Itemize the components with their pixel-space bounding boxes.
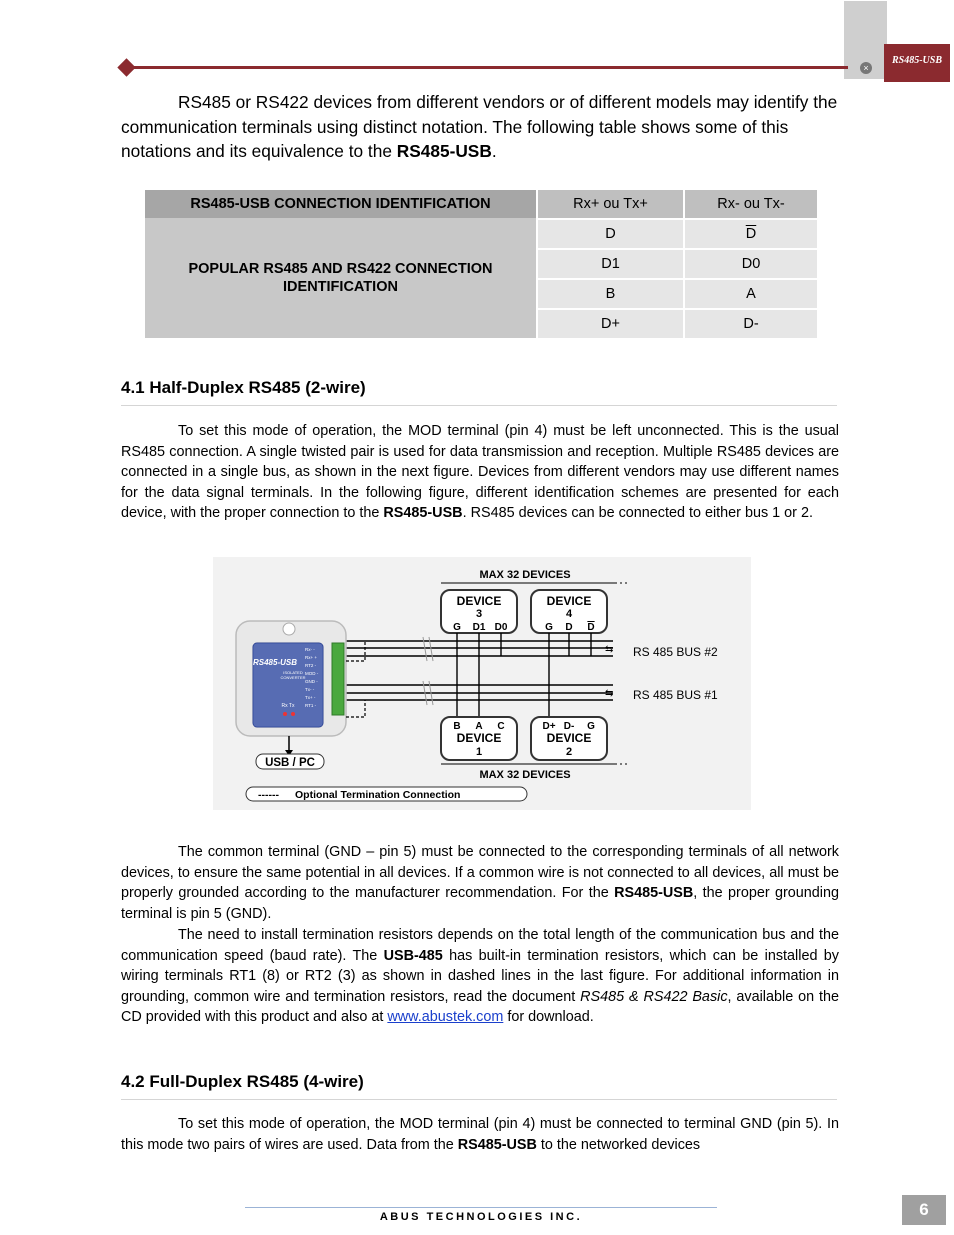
section-heading-full-duplex: 4.2 Full-Duplex RS485 (4-wire) [121, 1072, 837, 1100]
table-header-cell: Rx- ou Tx- [685, 190, 817, 218]
bus-wires [346, 633, 613, 717]
bus-2-label: RS 485 BUS #2 [633, 645, 718, 659]
header-diamond [117, 58, 135, 76]
terminal-label: Rx- - [305, 647, 315, 652]
arrow-icon: ⇆ [605, 644, 614, 655]
terminal-label: RT2 - [305, 663, 317, 668]
terminal-label: MOD - [305, 671, 319, 676]
led-icon [283, 712, 287, 716]
device-1-pin: A [475, 721, 483, 732]
device-1-number: 1 [475, 746, 483, 758]
device-4-pin: G [545, 622, 553, 633]
device-3 [441, 590, 517, 633]
terminal-label: RT1 - [305, 703, 317, 708]
terminal-label: Rx+ + [305, 655, 318, 660]
legend-text: Optional Termination Connection [295, 789, 461, 801]
device-2-pin: D+ [542, 721, 556, 732]
usb-pc-label: USB / PC [265, 757, 315, 769]
converter-brand: RS485-USB [252, 658, 298, 667]
device-2-number: 2 [565, 746, 573, 758]
device-2-pin: G [587, 721, 595, 732]
device-4 [531, 590, 607, 633]
device-3-word: DEVICE [456, 594, 502, 608]
device-2-pin: D- [563, 721, 575, 732]
led-icon [291, 712, 295, 716]
device-2-word: DEVICE [546, 731, 592, 745]
table-header-cell: Rx+ ou Tx+ [538, 190, 685, 218]
terminal-label: GND - [305, 679, 318, 684]
converter-sub1: ISOLATED [283, 670, 303, 675]
table-cell: B [538, 278, 685, 308]
full-duplex-paragraph: To set this mode of operation, the MOD terminal (pin 4) must be connected to terminal GND (pin 5). In this mode two pairs of wires are used. Data from the RS485-USB to the networked devices [121, 1116, 839, 1153]
footer-rule [245, 1207, 717, 1208]
device-3-pin: G [453, 622, 461, 633]
wiring-diagram [213, 557, 751, 810]
ground-paragraph: The common terminal (GND – pin 5) must be connected to the corresponding terminals of all network devices, to ensure the same potential in all devices. If a common wire is not connected to all devices, all must be properly grounded according to the manufacturer recommendation. For the RS485-USB, the proper grounding terminal is pin 5 (GND). [121, 844, 839, 922]
wire-break-marks [423, 637, 433, 705]
table-cell: $\overline{D}$ [685, 218, 817, 248]
table-header-row [145, 190, 817, 218]
device-3-pin: D0 [494, 622, 508, 633]
converter-led-labels: Rx Tx [281, 703, 295, 709]
termination-paragraph: The need to install termination resistors depends on the total length of the communication bus and the communication speed (baud rate). The USB-485 has built-in termination resistors, which can be installed by wiring terminals RT1 (8) or RT2 (3) as shown in dashed lines in the last figure. For additional information in grounding, common wire and termination resistors, read the document RS485 & RS422 Basic, available on the CD provided with this product and also at www.abustek.com for download. [121, 927, 839, 1026]
table-cell: D1 [538, 248, 685, 278]
table-cell: D+ [538, 308, 685, 338]
terminal-label: Tx- - [305, 687, 315, 692]
device-1-word: DEVICE [456, 731, 502, 745]
terminal-label: Tx+ - [305, 695, 316, 700]
legend-dash: ------ [258, 789, 279, 801]
max-devices-bottom-label: MAX 32 DEVICES [479, 769, 571, 781]
device-4-number: 4 [565, 608, 573, 620]
bus-arrows [605, 644, 613, 699]
half-duplex-paragraph: To set this mode of operation, the MOD terminal (pin 4) must be left unconnected. This is the usual RS485 connection. A single twisted pair is used for data transmission and reception. Multiple RS485 devices are connected in a single bus, as shown in the next figure. Devices from different vendors may use different names for the data signal terminals. In the following figure, different identification schemes are presented for each device, with the proper connection to the RS485-USB. RS485 devices can be connected to either bus 1 or 2. [121, 423, 839, 522]
device-1-pin: B [453, 721, 461, 732]
max-devices-top-label: MAX 32 DEVICES [479, 569, 571, 581]
connection-table [145, 190, 817, 338]
header-rule [128, 66, 848, 69]
section-heading-half-duplex: 4.1 Half-Duplex RS485 (2-wire) [121, 378, 837, 406]
close-circle-icon: × [860, 62, 872, 74]
converter-sub2: CONVERTER [280, 675, 306, 680]
page-number: 6 [902, 1195, 946, 1225]
table-cell: D0 [685, 248, 817, 278]
table-header-cell: RS485-USB CONNECTION IDENTIFICATION [145, 190, 538, 218]
table-cell: D- [685, 308, 817, 338]
termination-dashed-wires [346, 641, 365, 717]
bus-1-label: RS 485 BUS #1 [633, 688, 718, 702]
footer-company: ABUS TECHNOLOGIES INC. [379, 1211, 583, 1223]
device-3-pin: D1 [472, 622, 486, 633]
abustek-link[interactable]: www.abustek.com [387, 1009, 504, 1026]
device-2 [531, 717, 607, 760]
table-cell: A [685, 278, 817, 308]
device-4-pin: D [565, 622, 573, 633]
device-3-number: 3 [475, 608, 483, 620]
arrow-icon: ⇆ [605, 688, 614, 699]
intro-paragraph: RS485 or RS422 devices from different vendors or of different models may identify the communication terminals using distinct notation. The following table shows some of this notations and its equivalence to the RS485-USB. [121, 92, 838, 161]
device-1-pin: C [497, 721, 505, 732]
table-cell: D [538, 218, 685, 248]
table-row [145, 218, 817, 248]
table-left-label: POPULAR RS485 AND RS422 CONNECTION IDENTIFICATION [145, 218, 538, 338]
device-4-word: DEVICE [546, 594, 592, 608]
device-1 [441, 717, 517, 760]
device-4-pin: D [587, 622, 595, 633]
converter-device [236, 621, 346, 736]
header-product-tag: RS485-USB [884, 44, 950, 82]
